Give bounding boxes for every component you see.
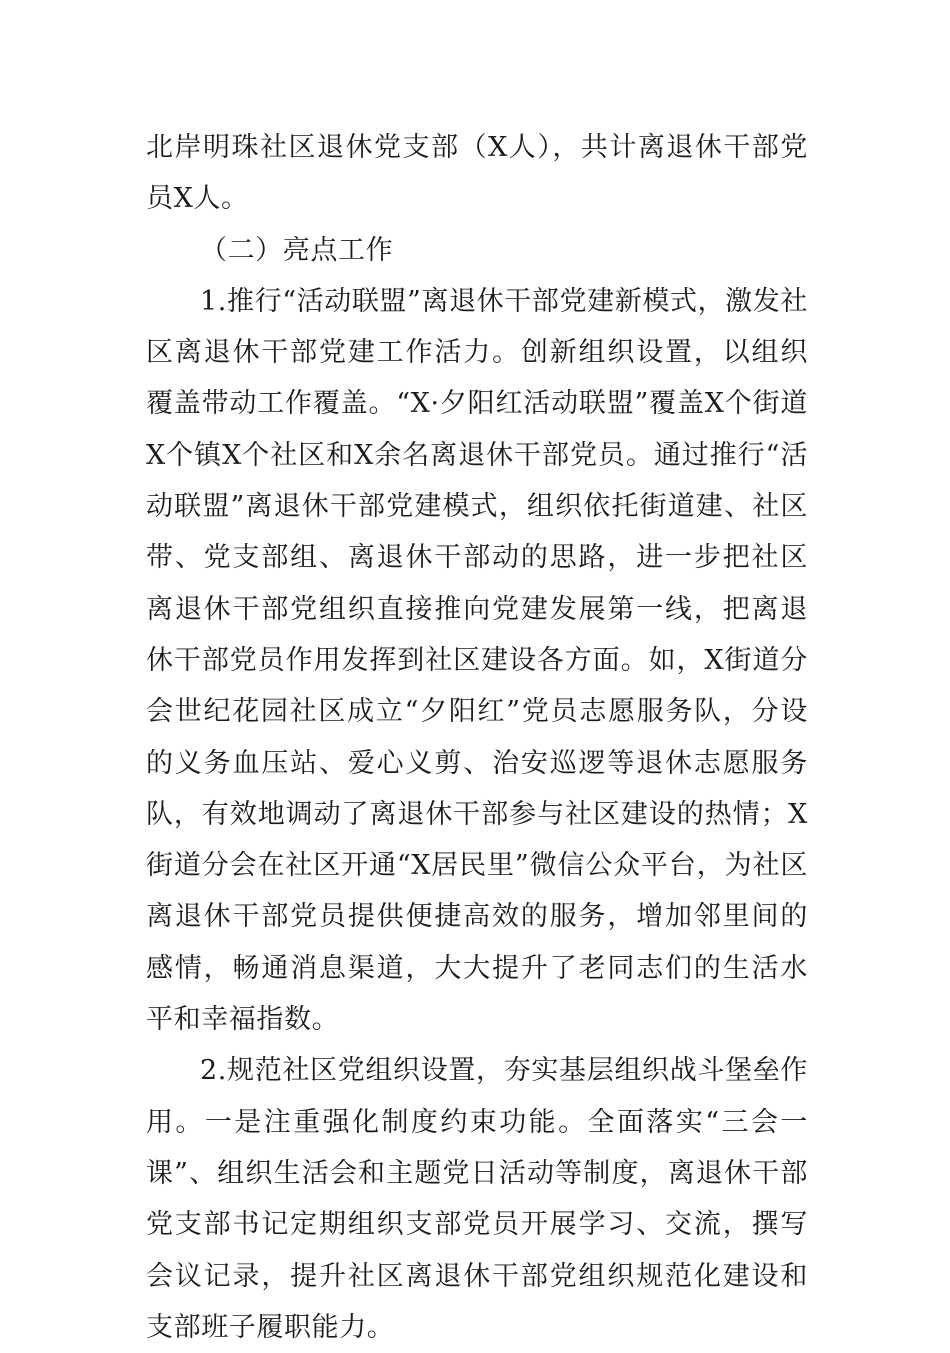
paragraph-standardize-organization: 2.规范社区党组织设置，夯实基层组织战斗堡垒作用。一是注重强化制度约束功能。全面落实“三会一课”、组织生活会和主题党日活动等制度，离退休干部党支部书记定期组织支部党员开展学习、交流，撰写会议记录，提升社区离退休干部党组织规范化建设和支部班子履职能力。 bbox=[146, 1055, 808, 1343]
paragraph-member-count: 北岸明珠社区退休党支部（X人），共计离退休干部党员X人。 bbox=[146, 132, 808, 215]
document-body bbox=[146, 122, 808, 1353]
paragraph-activity-alliance: 1.推行“活动联盟”离退休干部党建新模式，激发社区离退休干部党建工作活力。创新组织设置，以组织覆盖带动工作覆盖。“X·夕阳红活动联盟”覆盖X个街道X个镇X个社区和X余名离退休干部党员。通过推行“活动联盟”离退休干部党建模式，组织依托街道建、社区带、党支部组、离退休干部动的思路，进一步把社区离退休干部党组织直接推向党建发展第一线，把离退休干部党员作用发挥到社区建设各方面。如，X街道分会世纪花园社区成立“夕阳红”党员志愿服务队，分设的义务血压站、爱心义剪、治安巡逻等退休志愿服务队，有效地调动了离退休干部参与社区建设的热情；X街道分会在社区开通“X居民里”微信公众平台，为社区离退休干部党员提供便捷高效的服务，增加邻里间的感情，畅通消息渠道，大大提升了老同志们的生活水平和幸福指数。 bbox=[146, 285, 808, 1036]
section-heading-highlights: （二）亮点工作 bbox=[200, 234, 394, 266]
